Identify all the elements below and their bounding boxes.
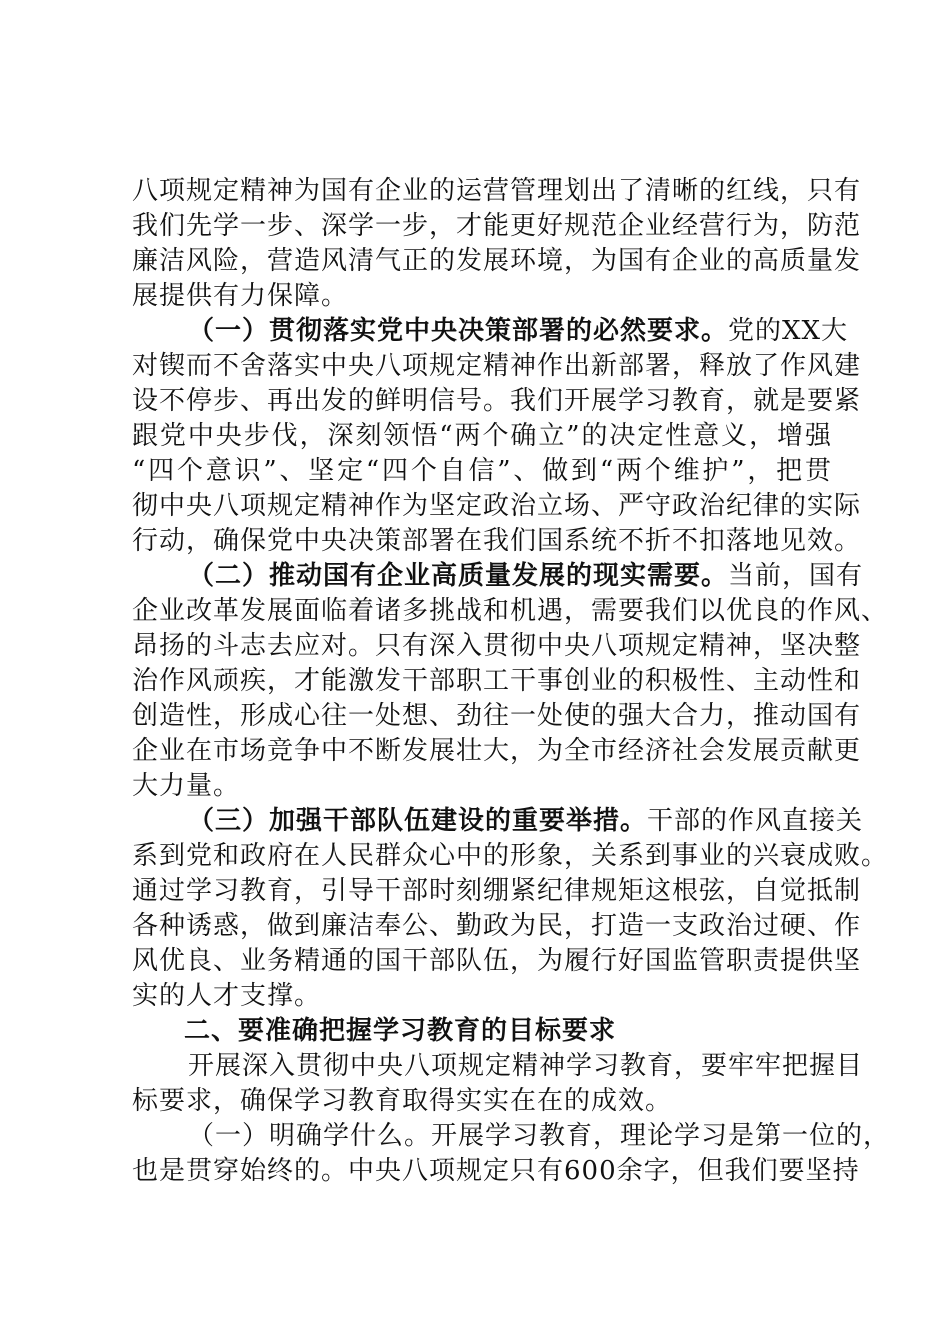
line-text: 展提供有力保障。 [132, 281, 349, 311]
text-line [132, 699, 862, 734]
text-line [132, 524, 862, 559]
text-line [132, 384, 862, 419]
text-line [132, 944, 862, 979]
line-text: 风优良、业务精通的国干部队伍，为履行好国监管职责提供坚 [132, 946, 862, 976]
line-text: 行动，确保党中央决策部署在我们国系统不折不扣落地见效。 [132, 526, 862, 556]
line-text: 开展深入贯彻中央八项规定精神学习教育，要牢牢把握目 [188, 1051, 864, 1081]
line-text: “四个意识”、坚定“四个自信”、做到“两个维护”，把贯 [132, 456, 832, 486]
line-text: 创造性，形成心往一处想、劲往一处使的强大合力，推动国有 [132, 701, 862, 731]
text-line [132, 734, 862, 769]
text-line [132, 454, 832, 489]
subheading-lead: （二）推动国有企业高质量发展的现实需要。 [188, 561, 729, 591]
heading-text: 二、要准确把握学习教育的目标要求 [184, 1016, 617, 1046]
line-text: 设不停步、再出发的鲜明信号。我们开展学习教育，就是要紧 [132, 386, 862, 416]
section-heading [132, 1014, 832, 1049]
line-text: 实的人才支撑。 [132, 981, 322, 1011]
text-line [132, 804, 864, 839]
text-line [132, 874, 862, 909]
text-line [132, 664, 862, 699]
text-line [132, 839, 889, 874]
text-line [132, 174, 862, 209]
text-line [132, 1154, 860, 1189]
text-line [132, 979, 832, 1014]
text-line [132, 314, 849, 349]
line-text: 党的XX大 [728, 316, 849, 346]
text-line [132, 769, 832, 804]
line-text: 标要求，确保学习教育取得实实在在的成效。 [132, 1086, 673, 1116]
line-text: 开展学习教育，理论学习是第一位的， [431, 1121, 891, 1151]
line-text: 廉洁风险，营造风清气正的发展环境，为国有企业的高质量发 [132, 246, 862, 276]
subheading-lead: （一）明确学什么。 [188, 1121, 432, 1151]
line-text: 各种诱惑，做到廉洁奉公、勤政为民，打造一支政治过硬、作 [132, 911, 862, 941]
text-line [132, 1084, 832, 1119]
text-line [132, 489, 862, 524]
text-line [132, 419, 832, 454]
subheading-lead: （一）贯彻落实党中央决策部署的必然要求。 [188, 316, 729, 346]
line-text: 跟党中央步伐，深刻领悟“两个确立”的决定性意义，增强 [132, 421, 832, 451]
line-text: 对锲而不舍落实中央八项规定精神作出新部署，释放了作风建 [132, 351, 862, 381]
line-text: 昂扬的斗志去应对。只有深入贯彻中央八项规定精神，坚决整 [132, 631, 862, 661]
line-text: 彻中央八项规定精神作为坚定政治立场、严守政治纪律的实际 [132, 491, 862, 521]
line-text: 企业在市场竞争中不断发展壮大，为全市经济社会发展贡献更 [132, 736, 862, 766]
line-text: 系到党和政府在人民群众心中的形象，关系到事业的兴衰成败。 [132, 841, 889, 871]
line-text: 八项规定精神为国有企业的运营管理划出了清晰的红线，只有 [132, 176, 862, 206]
text-line [132, 244, 862, 279]
text-line [132, 1049, 864, 1084]
line-text: 我们先学一步、深学一步，才能更好规范企业经营行为，防范 [132, 211, 862, 241]
text-line [132, 1119, 891, 1154]
line-text: 也是贯穿始终的。中央八项规定只有600余字，但我们要坚持 [132, 1156, 860, 1186]
document-body [132, 174, 891, 1189]
text-line [132, 279, 832, 314]
text-line [132, 559, 864, 594]
text-line [132, 629, 862, 664]
line-text: 通过学习教育，引导干部时刻绷紧纪律规矩这根弦，自觉抵制 [132, 876, 862, 906]
subheading-lead: （三）加强干部队伍建设的重要举措。 [188, 806, 648, 836]
text-line [132, 594, 889, 629]
line-text: 企业改革发展面临着诸多挑战和机遇，需要我们以优良的作风、 [132, 596, 889, 626]
line-text: 干部的作风直接关 [647, 806, 864, 836]
line-text: 治作风顽疾，才能激发干部职工干事创业的积极性、主动性和 [132, 666, 862, 696]
line-text: 当前，国有 [728, 561, 864, 591]
text-line [132, 909, 862, 944]
text-line [132, 349, 862, 384]
line-text: 大力量。 [132, 771, 241, 801]
text-line [132, 209, 862, 244]
